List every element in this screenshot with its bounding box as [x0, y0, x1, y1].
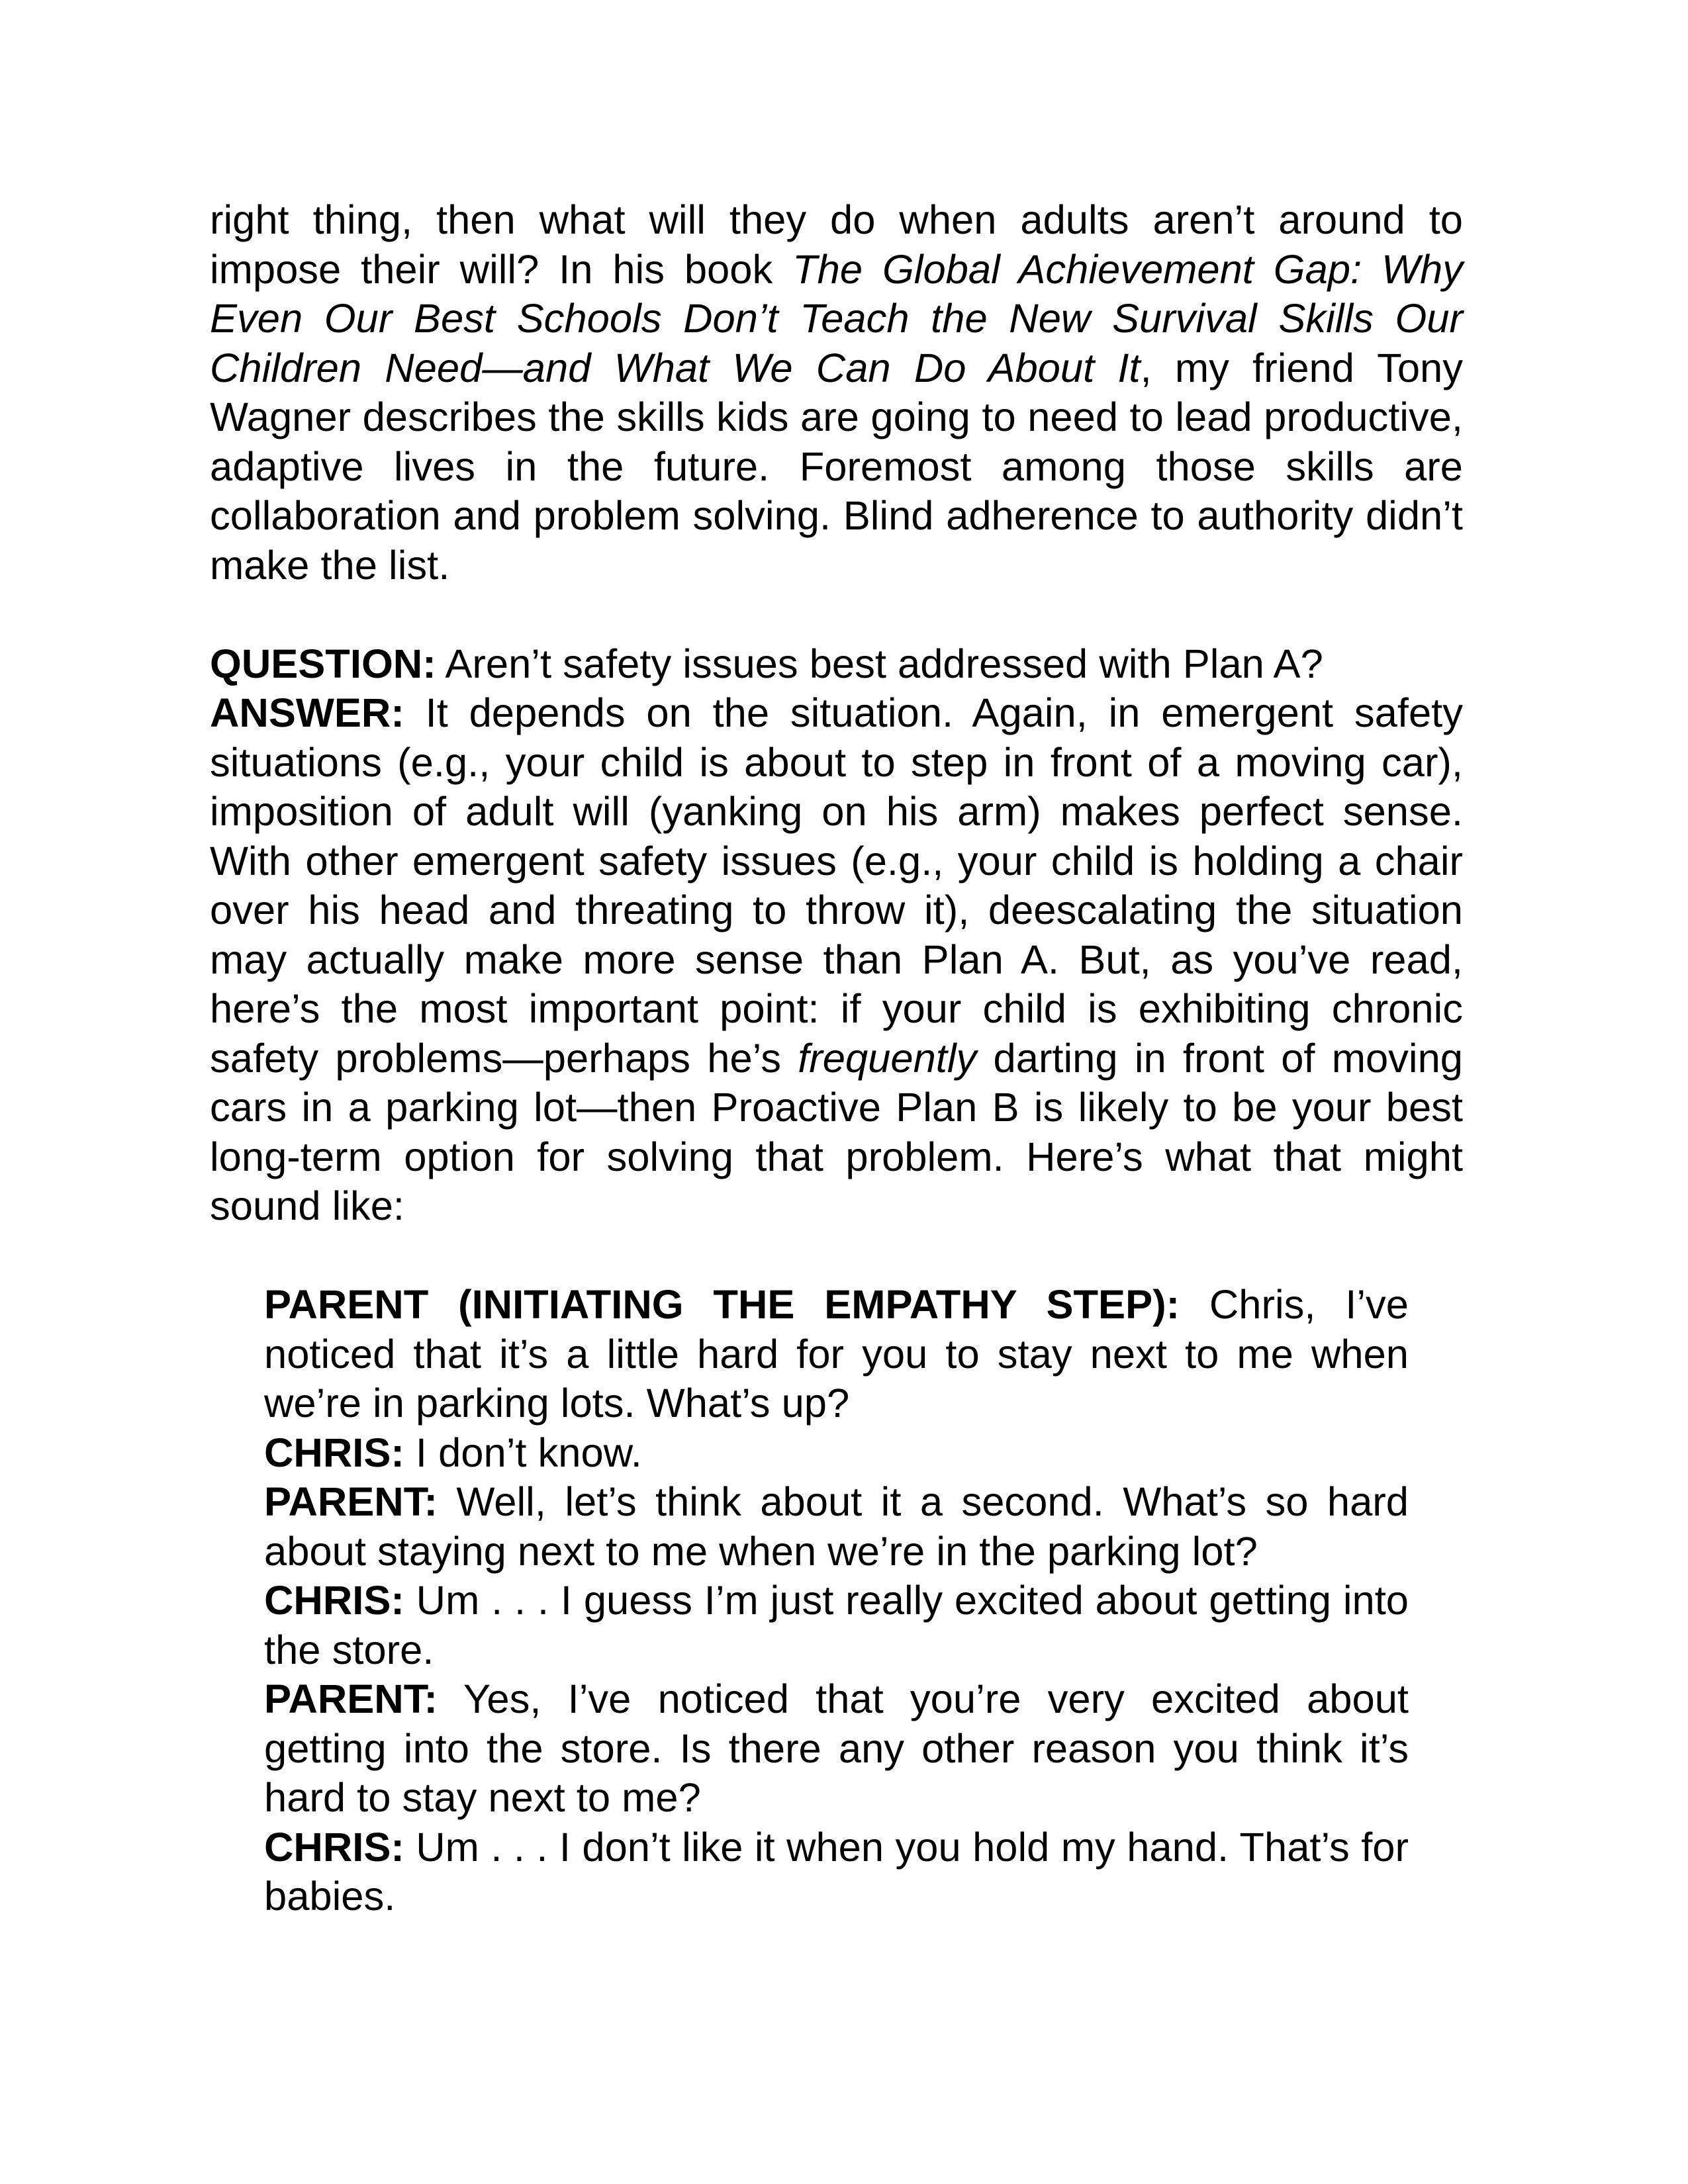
- dialog-text: Yes, I’ve noticed that you’re very excited about getting into the store. Is there any other reason you think it’s hard to stay next to me?: [264, 1676, 1409, 1821]
- dialog-text: Chris, I’ve noticed that it’s a little hard for you to stay next to me when we’re in parking lots. What’s up?: [264, 1282, 1409, 1426]
- intro-paragraph: [210, 196, 1463, 590]
- book-title: The Global Achievement Gap: Why Even Our Best Schools Don’t Teach the New Survival Skills Our Children Need—and What We Can Do About It: [210, 246, 1463, 391]
- dialog-speaker: CHRIS:: [264, 1824, 404, 1870]
- intro-text-1: right thing, then what will they do when adults aren’t around to impose their will? In his book: [210, 197, 1463, 293]
- dialog-line: [264, 1576, 1409, 1675]
- dialog-speaker: PARENT (INITIATING THE EMPATHY STEP):: [264, 1282, 1180, 1328]
- dialog-speaker: PARENT:: [264, 1479, 438, 1525]
- question-label: QUESTION:: [210, 641, 436, 687]
- dialog-text: Well, let’s think about it a second. What’s so hard about staying next to me when we’re in the parking lot?: [264, 1479, 1409, 1574]
- dialog-text: I don’t know.: [404, 1430, 642, 1476]
- question-text: Aren’t safety issues best addressed with Plan A?: [436, 641, 1323, 687]
- answer-text-2: darting in front of moving cars in a parking lot—then Proactive Plan B is likely to be your best long-term option for solving that problem. Here’s what that might sound like:: [210, 1035, 1464, 1229]
- answer-text-1: It depends on the situation. Again, in emergent safety situations (e.g., your child is about to step in front of a moving car), imposition of adult will (yanking on his arm) makes perfect sense. With other emergent safety issues (e.g., your child is holding a chair over his head and threating to throw it), deescalating the situation may actually make more sense than Plan A. But, as you’ve read, here’s the most important point: if your child is exhibiting chronic safety problems—perhaps he’s: [210, 690, 1463, 1081]
- dialog-line: [264, 1429, 1409, 1479]
- question-paragraph: [210, 640, 1463, 690]
- dialog-text: Um . . . I don’t like it when you hold my hand. That’s for babies.: [264, 1824, 1409, 1919]
- page-body: [210, 196, 1463, 1922]
- dialog-block: [264, 1281, 1409, 1922]
- intro-text-2: , my friend Tony Wagner describes the skills kids are going to need to lead productive, adaptive lives in the future. Foremost among those skills are collaboration and problem solving. Blind adherence to authority didn’t make the list.: [210, 345, 1463, 588]
- answer-label: ANSWER:: [210, 690, 404, 736]
- dialog-line: [264, 1675, 1409, 1823]
- dialog-speaker: CHRIS:: [264, 1430, 404, 1476]
- dialog-line: [264, 1281, 1409, 1429]
- dialog-line: [264, 1478, 1409, 1576]
- paragraph-spacer: [210, 590, 1463, 640]
- dialog-speaker: PARENT:: [264, 1676, 438, 1722]
- dialog-speaker: CHRIS:: [264, 1578, 404, 1623]
- answer-paragraph: [210, 689, 1463, 1232]
- paragraph-spacer: [210, 1232, 1463, 1281]
- dialog-text: Um . . . I guess I’m just really excited about getting into the store.: [264, 1578, 1409, 1673]
- dialog-line: [264, 1823, 1409, 1922]
- answer-emphasis: frequently: [798, 1035, 977, 1081]
